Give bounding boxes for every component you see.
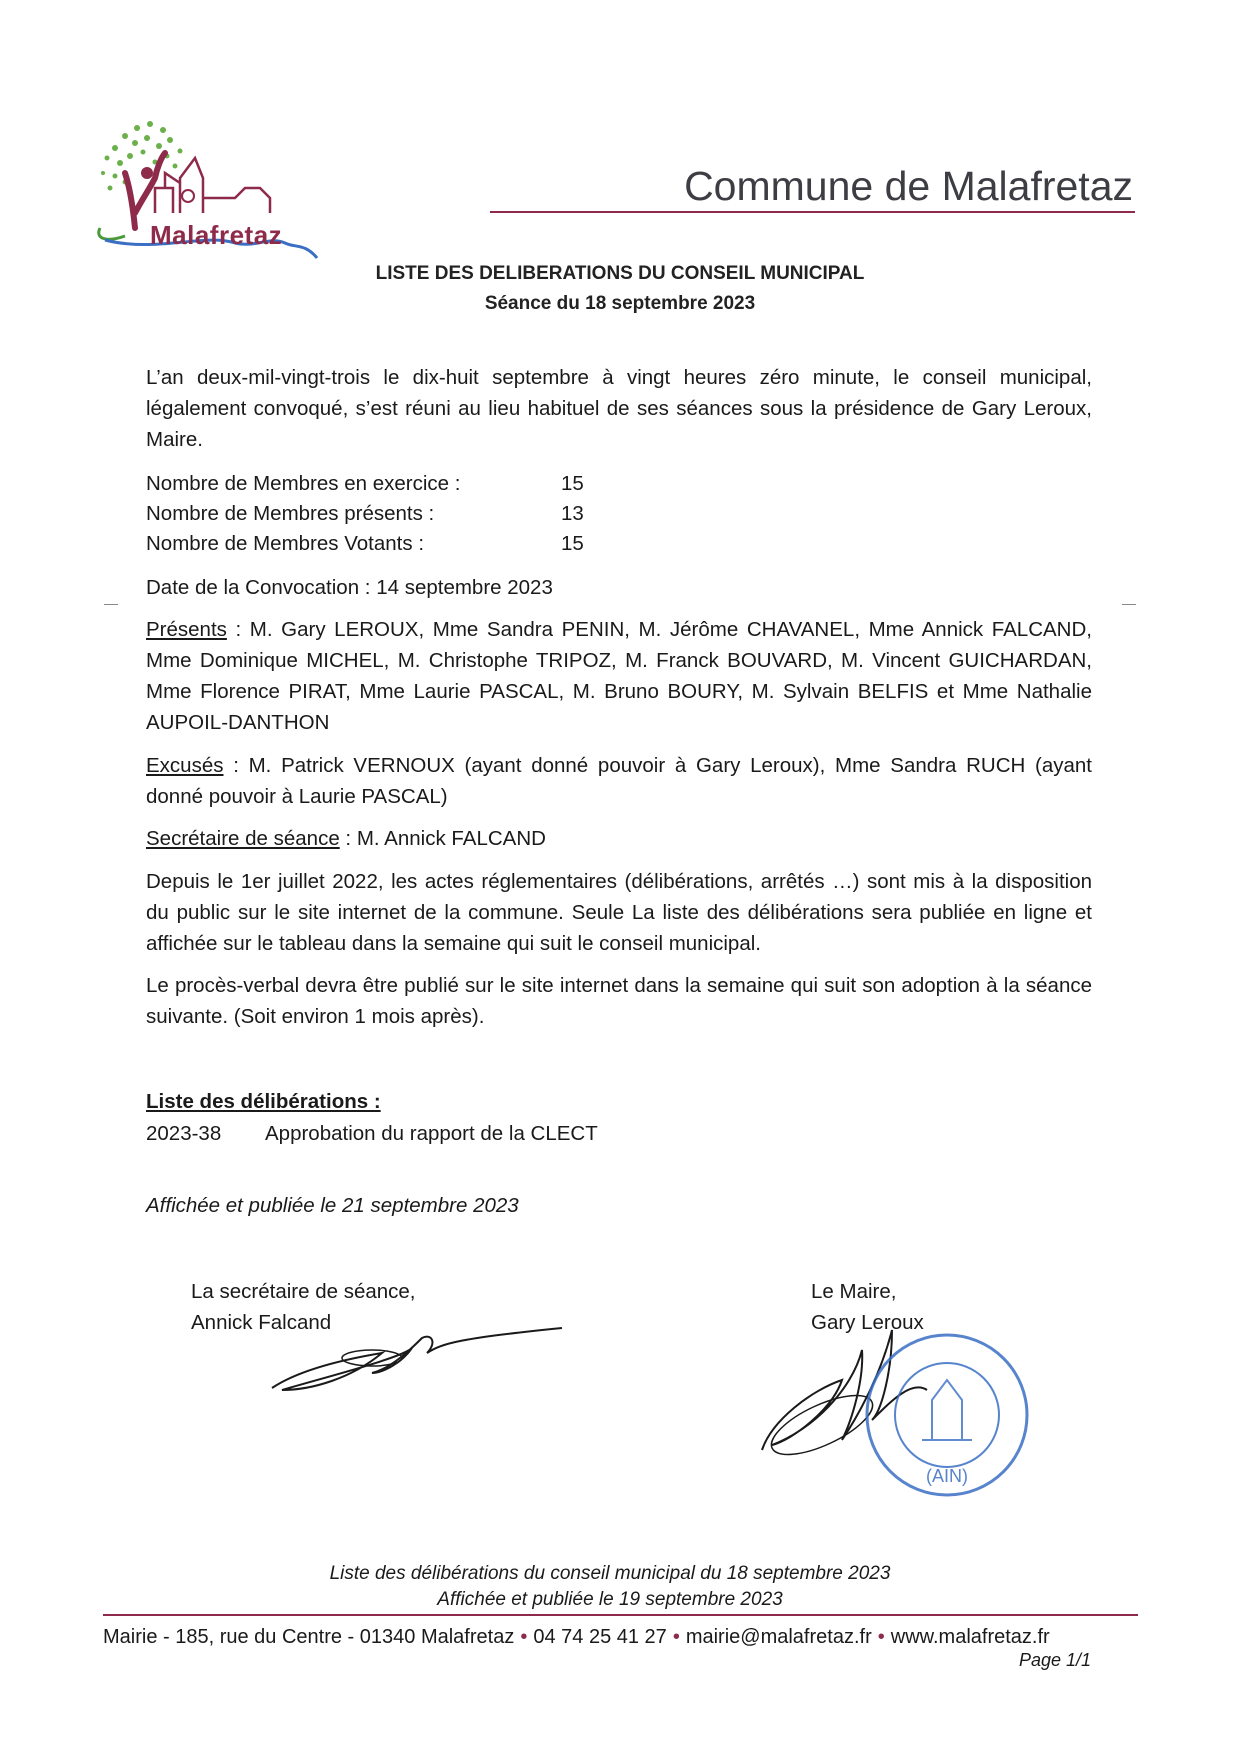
secretaire-label: Secrétaire de séance [146,827,340,850]
bullet-icon: • [877,1626,885,1648]
margin-mark [104,604,118,605]
footer-note-1: Liste des délibérations du conseil municipal du 18 septembre 2023 [329,1563,891,1584]
commune-title: Commune de Malafretaz [684,163,1133,209]
left-signatory-name: Annick Falcand [191,1311,332,1334]
commune-logo [95,118,355,288]
town-hall-stamp-icon [862,1330,1032,1500]
convocation-date: Date de la Convocation : 14 septembre 2023 [146,576,553,599]
left-signature [262,1318,572,1398]
actes-paragraph: Depuis le 1er juillet 2022, les actes réglementaires (délibérations, arrêtés …) sont mis à la disposition du public sur le site internet de la commune. Seule La liste des délibérations sera publiée en ligne et affichée sur le tableau dans la semaine qui suit le conseil municipal. [146,870,1092,955]
count-value: 13 [561,502,584,525]
bullet-icon: • [520,1626,528,1648]
deliberation-title: Approbation du rapport de la CLECT [265,1122,598,1145]
stamp-sub: (AIN) [926,1466,968,1486]
presents-label: Présents [146,618,227,641]
official-stamp [862,1330,1032,1500]
presents-paragraph [146,614,1092,738]
count-label: Nombre de Membres en exercice : [146,472,461,495]
header-divider [490,211,1135,213]
right-signatory-title: Le Maire, [811,1280,897,1303]
presents-text: : M. Gary LEROUX, Mme Sandra PENIN, M. Jérôme CHAVANEL, Mme Annick FALCAND, Mme Dominique MICHEL, M. Christophe TRIPOZ, M. Franck BOUVARD, M. Vincent GUICHARDAN, Mme Florence PIRAT, Mme Laurie PASCAL, M. Bruno BOURY, M. Sylvain BELFIS et Mme Nathalie AUPOIL-DANTHON [146,618,1092,734]
right-signatory-name: Gary Leroux [811,1311,924,1334]
logo-text: Malafretaz [150,220,283,250]
margin-mark [1122,604,1136,605]
count-value: 15 [561,532,584,555]
document-title: LISTE DES DELIBERATIONS DU CONSEIL MUNICIPAL [375,263,865,284]
footer-website: www.malafretaz.fr [890,1626,1050,1648]
count-label: Nombre de Membres présents : [146,502,435,525]
handwritten-signature-icon [262,1318,572,1398]
footer-email: mairie@malafretaz.fr [685,1626,872,1648]
deliberation-number: 2023-38 [146,1122,222,1145]
intro-paragraph: L’an deux-mil-vingt-trois le dix-huit septembre à vingt heures zéro minute, le conseil municipal, légalement convoqué, s’est réuni au lieu habituel de ses séances sous la présidence de Gary Leroux, Maire. [146,366,1092,451]
secretaire-text: : M. Annick FALCAND [339,827,546,850]
footer-phone: 04 74 25 41 27 [533,1626,667,1648]
pv-paragraph: Le procès-verbal devra être publié sur le site internet dans la semaine qui suit son adoption à la séance suivante. (Soit environ 1 mois après). [146,974,1092,1028]
excuses-text: : M. Patrick VERNOUX (ayant donné pouvoir à Gary Leroux), Mme Sandra RUCH (ayant donné pouvoir à Laurie PASCAL) [146,754,1092,808]
footer-contact [103,1626,1050,1649]
liste-heading: Liste des délibérations : [146,1090,381,1113]
document-subtitle: Séance du 18 septembre 2023 [484,293,756,314]
page-number: Page 1/1 [1018,1650,1091,1670]
bullet-icon: • [672,1626,680,1648]
tree-logo-icon [95,118,355,288]
left-signatory-title: La secrétaire de séance, [191,1280,416,1303]
excuses-paragraph [146,750,1092,812]
footer-note-2: Affichée et publiée le 19 septembre 2023 [437,1589,783,1610]
footer-divider [103,1614,1138,1616]
count-label: Nombre de Membres Votants : [146,532,425,555]
count-value: 15 [561,472,584,495]
excuses-label: Excusés [146,754,224,777]
secretaire-paragraph [146,823,1092,854]
affichee-date: Affichée et publiée le 21 septembre 2023 [146,1194,519,1217]
footer-address: Mairie - 185, rue du Centre - 01340 Malafretaz [103,1626,515,1648]
